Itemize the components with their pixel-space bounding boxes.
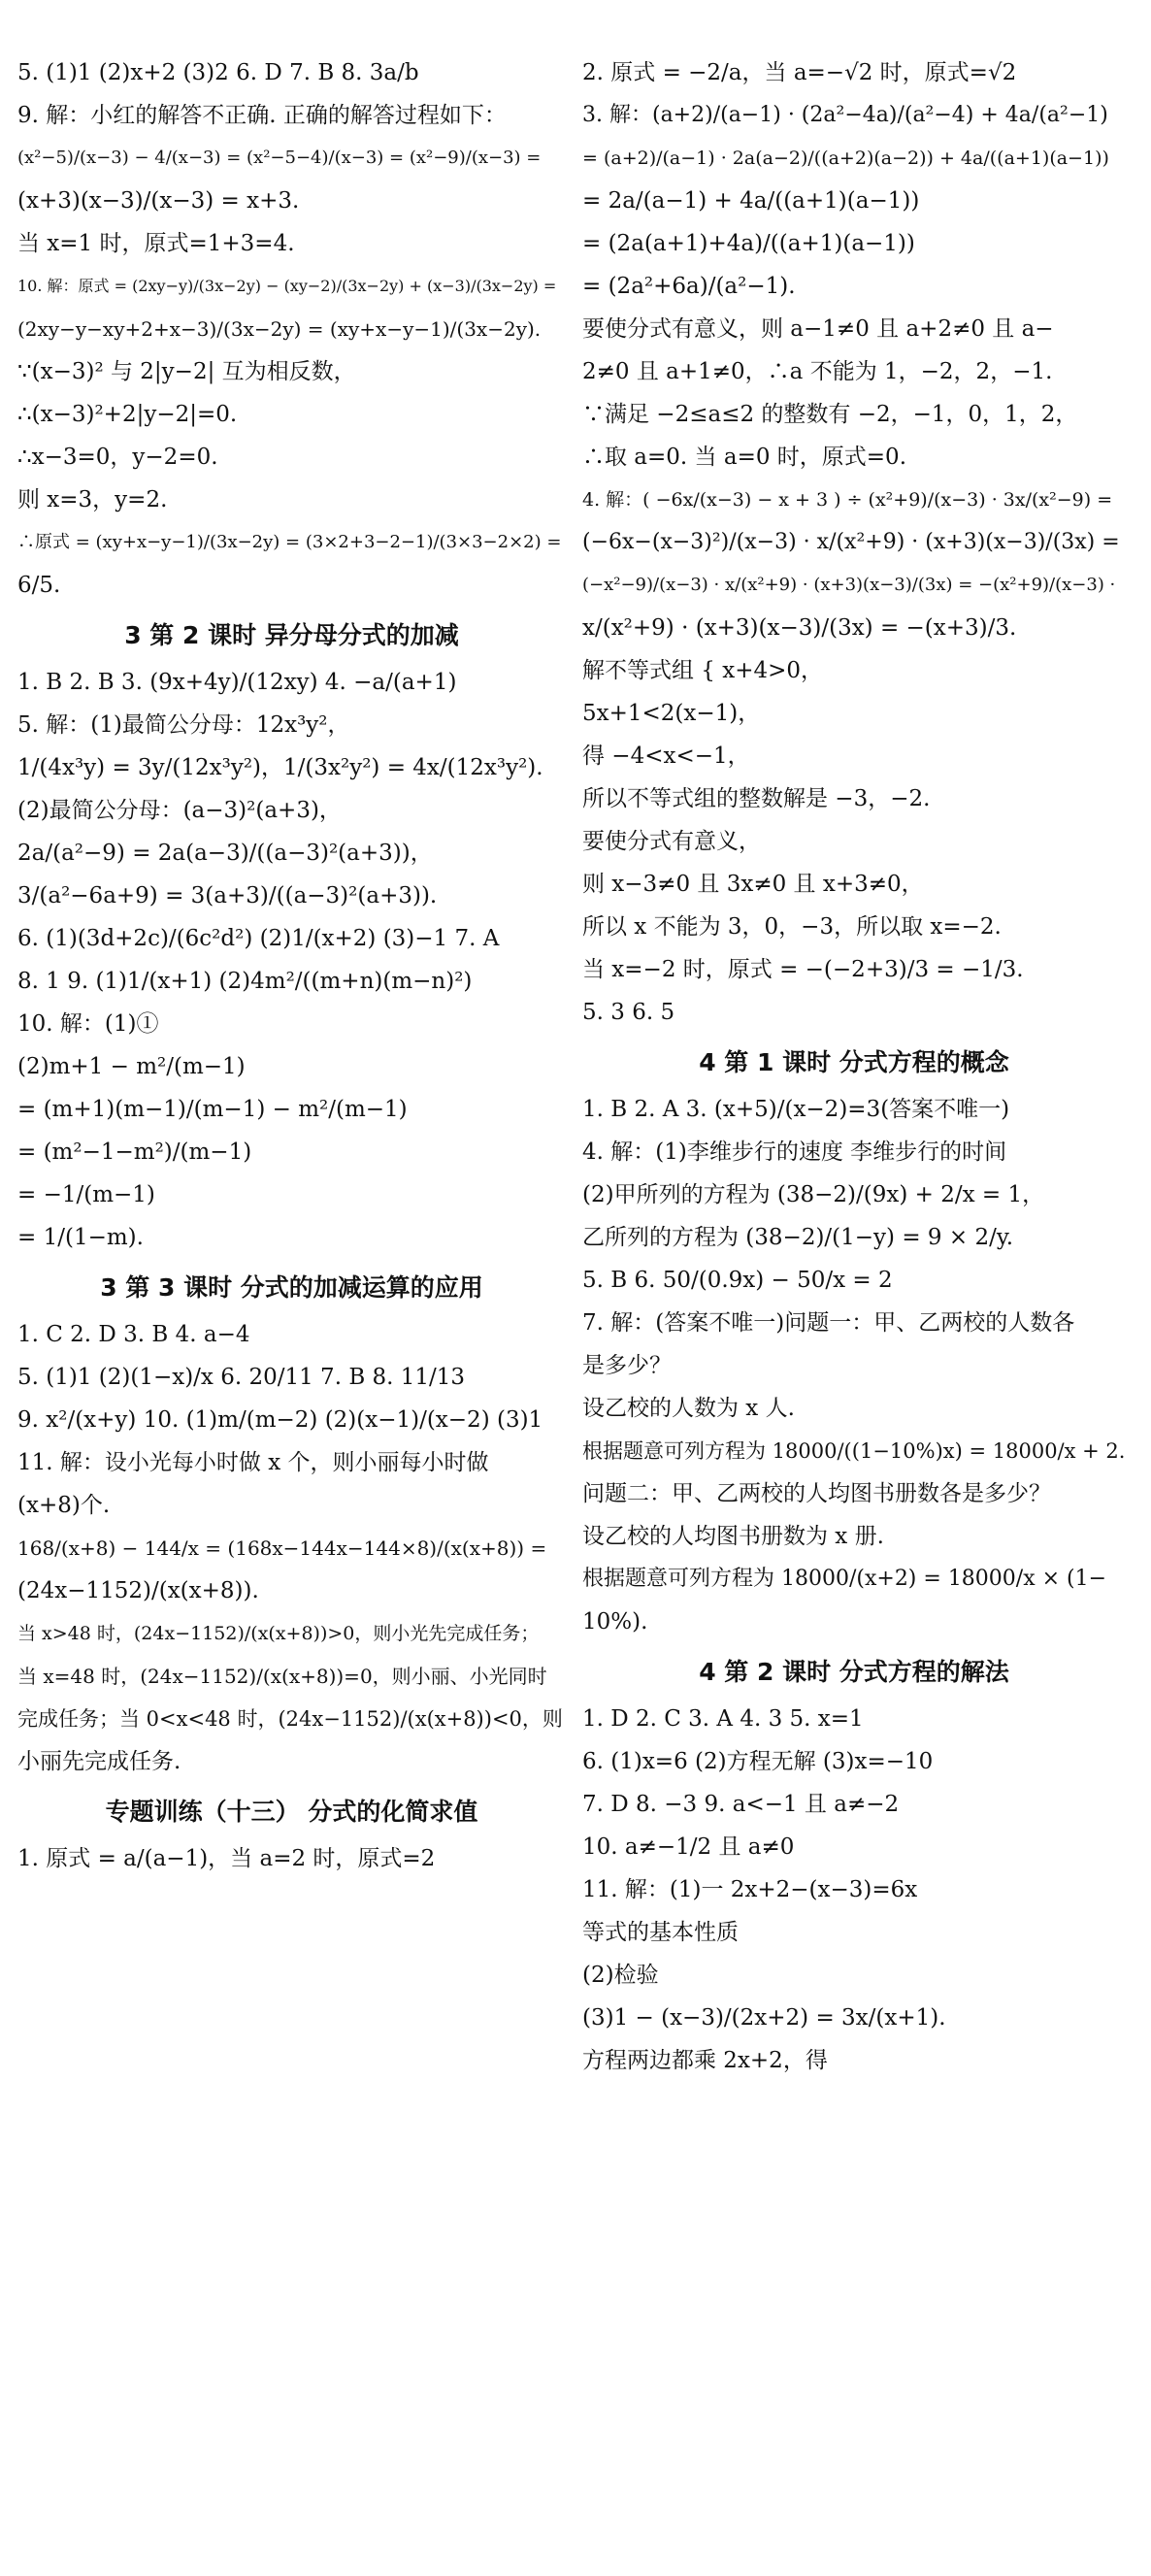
text-line: 6. (1)(3d+2c)/(6c²d²) (2)1/(x+2) (3)−1 7. A (17, 926, 500, 951)
text-line: ∵(x−3)² 与 2|y−2| 互为相反数， (17, 359, 356, 384)
text-line: 则 x=3，y=2. (17, 487, 168, 512)
text-line: 小丽先完成任务. (17, 1749, 181, 1774)
text-line: 问题二：甲、乙两校的人均图书册数各是多少？ (582, 1481, 1051, 1506)
text-line: 3. 解：(a+2)/(a−1) · (2a²−4a)/(a²−4) + 4a/(a²−1) (582, 103, 1108, 127)
text-line: 10. a≠−1/2 且 a≠0 (582, 1834, 795, 1860)
text-line: 乙所列的方程为 (38−2)/(1−y) = 9 × 2/y. (582, 1225, 1014, 1250)
text-line: 6. (1)x=6 (2)方程无解 (3)x=−10 (582, 1749, 934, 1774)
text-line: (−x²−9)/(x−3) · x/(x²+9) · (x+3)(x−3)/(3x) = −(x²+9)/(x−3) · (582, 575, 1116, 595)
text-line: (−6x−(x−3)²)/(x−3) · x/(x²+9) · (x+3)(x−3)/(3x) = (582, 530, 1120, 554)
left-column (17, 58, 566, 1887)
text-line: 1. 原式 = a/(a−1)，当 a=2 时，原式=2 (17, 1846, 436, 1871)
text-line: 1. B 2. A 3. (x+5)/(x−2)=3(答案不唯一) (582, 1097, 1010, 1122)
text-line: ∴(x−3)²+2|y−2|=0. (17, 402, 238, 427)
text-line: 设乙校的人均图书册数为 x 册. (582, 1524, 884, 1549)
text-line: (3)1 − (x−3)/(2x+2) = 3x/(x+1). (582, 2005, 946, 2031)
text-line: 要使分式有意义，则 a−1≠0 且 a+2≠0 且 a− (582, 316, 1054, 342)
text-line: 1. B 2. B 3. (9x+4y)/(12xy) 4. −a/(a+1) (17, 670, 457, 695)
text-line: 根据题意可列方程为 18000/(x+2) = 18000/x × (1− (582, 1567, 1107, 1591)
text-line: (24x−1152)/(x(x+8)). (17, 1578, 259, 1603)
text-line: 则 x−3≠0 且 3x≠0 且 x+3≠0， (582, 872, 924, 897)
text-line: 5x+1<2(x−1)， (582, 701, 761, 726)
text-line: (2)m+1 − m²/(m−1) (17, 1054, 246, 1079)
text-line: = 1/(1−m). (17, 1225, 144, 1250)
section-heading: 4 第 1 课时 分式方程的概念 (699, 1048, 1009, 1076)
section-heading: 专题训练（十三） 分式的化简求值 (105, 1798, 478, 1826)
text-line: 2. 原式 = −2/a，当 a=−√2 时，原式=√2 (582, 60, 1017, 85)
text-line: 当 x=−2 时，原式 = −(−2+3)/3 = −1/3. (582, 957, 1024, 982)
text-line: 等式的基本性质 (582, 1920, 739, 1945)
text-line: (2)甲所列的方程为 (38−2)/(9x) + 2/x = 1， (582, 1182, 1045, 1207)
text-line: 方程两边都乘 2x+2，得 (582, 2048, 828, 2073)
text-line: 11. 解：(1)一 2x+2−(x−3)=6x (582, 1877, 918, 1902)
text-line: 所以不等式组的整数解是 −3，−2. (582, 786, 931, 811)
text-line: 得 −4<x<−1， (582, 743, 750, 769)
text-line: 5. 3 6. 5 (582, 1000, 675, 1025)
text-line: 10. 解：(1)① (17, 1011, 159, 1037)
text-line: 1/(4x³y) = 3y/(12x³y²)，1/(3x²y²) = 4x/(12x³y²). (17, 755, 543, 780)
text-line: 4. 解：( −6x/(x−3) − x + 3 ) ÷ (x²+9)/(x−3) · 3x/(x²−9) = (582, 489, 1113, 511)
text-line: = −1/(m−1) (17, 1182, 155, 1207)
text-line: 3/(a²−6a+9) = 3(a+3)/((a−3)²(a+3)). (17, 883, 438, 908)
text-line: = (a+2)/(a−1) · 2a(a−2)/((a+2)(a−2)) + 4a/((a+1)(a−1)) (582, 148, 1109, 169)
text-line: 1. C 2. D 3. B 4. a−4 (17, 1322, 250, 1347)
text-line: 7. D 8. −3 9. a<−1 且 a≠−2 (582, 1792, 900, 1817)
text-line: 根据题意可列方程为 18000/((1−10%)x) = 18000/x + 2. (582, 1439, 1126, 1463)
text-line: ∴x−3=0，y−2=0. (17, 445, 218, 470)
text-line: 2≠0 且 a+1≠0，∴a 不能为 1，−2，2，−1. (582, 359, 1053, 384)
text-line: 6/5. (17, 573, 61, 598)
text-line: 7. 解：(答案不唯一)问题一：甲、乙两校的人数各 (582, 1310, 1075, 1336)
text-line: 4. 解：(1)李维步行的速度 李维步行的时间 (582, 1139, 1007, 1165)
right-column (582, 58, 1126, 2089)
text-line: 当 x=1 时，原式=1+3=4. (17, 231, 295, 256)
section-heading: 4 第 2 课时 分式方程的解法 (699, 1658, 1009, 1686)
text-line: 是多少？ (582, 1353, 672, 1378)
text-line: (2xy−y−xy+2+x−3)/(3x−2y) = (xy+x−y−1)/(3x−2y). (17, 317, 542, 341)
text-line: 当 x>48 时，(24x−1152)/(x(x+8))>0，则小光先完成任务； (17, 1623, 540, 1644)
text-line: 5. (1)1 (2)(1−x)/x 6. 20/11 7. B 8. 11/13 (17, 1365, 466, 1390)
text-line: (2)最简公分母：(a−3)²(a+3)， (17, 798, 342, 823)
text-line: 设乙校的人数为 x 人. (582, 1396, 795, 1421)
text-line: 9. 解：小红的解答不正确. 正确的解答过程如下： (17, 103, 507, 128)
text-line: ∴取 a=0. 当 a=0 时，原式=0. (582, 445, 907, 470)
section-heading: 3 第 2 课时 异分母分式的加减 (124, 621, 459, 649)
text-line: 解不等式组 { x+4>0， (582, 658, 824, 683)
text-line: = (m²−1−m²)/(m−1) (17, 1139, 252, 1165)
text-line: ∵满足 −2≤a≤2 的整数有 −2，−1，0，1，2， (582, 402, 1078, 427)
text-line: 要使分式有意义， (582, 829, 761, 854)
text-line: = (m+1)(m−1)/(m−1) − m²/(m−1) (17, 1097, 408, 1122)
text-line: 168/(x+8) − 144/x = (168x−144x−144×8)/(x(x+8)) = (17, 1536, 547, 1560)
section-heading: 3 第 3 课时 分式的加减运算的应用 (100, 1273, 483, 1302)
text-line: x/(x²+9) · (x+3)(x−3)/(3x) = −(x+3)/3. (582, 615, 1017, 641)
text-line: 1. D 2. C 3. A 4. 3 5. x=1 (582, 1706, 864, 1732)
text-line: 2a/(a²−9) = 2a(a−3)/((a−3)²(a+3))， (17, 841, 433, 866)
text-line: ∴原式 = (xy+x−y−1)/(3x−2y) = (3×2+3−2−1)/(3×3−2×2) = (17, 532, 562, 552)
text-line: 5. B 6. 50/(0.9x) − 50/x = 2 (582, 1268, 893, 1293)
text-line: (x+3)(x−3)/(x−3) = x+3. (17, 188, 300, 214)
text-line: (2)检验 (582, 1963, 659, 1988)
text-line: 完成任务；当 0<x<48 时，(24x−1152)/(x(x+8))<0，则 (17, 1707, 563, 1731)
text-line: 5. 解：(1)最简公分母：12x³y²， (17, 712, 350, 738)
text-line: = 2a/(a−1) + 4a/((a+1)(a−1)) (582, 188, 920, 214)
text-line: 11. 解：设小光每小时做 x 个，则小丽每小时做 (17, 1450, 489, 1475)
text-line: 5. (1)1 (2)x+2 (3)2 6. D 7. B 8. 3a/b (17, 60, 419, 85)
text-line: 所以 x 不能为 3，0，−3，所以取 x=−2. (582, 914, 1002, 940)
text-line: 9. x²/(x+y) 10. (1)m/(m−2) (2)(x−1)/(x−2) (3)1 (17, 1407, 543, 1433)
text-line: 当 x=48 时，(24x−1152)/(x(x+8))=0，则小丽、小光同时 (17, 1665, 547, 1688)
text-line: 8. 1 9. (1)1/(x+1) (2)4m²/((m+n)(m−n)²) (17, 969, 473, 994)
text-line: = (2a²+6a)/(a²−1). (582, 274, 796, 299)
text-line: 10. 解：原式 = (2xy−y)/(3x−2y) − (xy−2)/(3x−2y) + (x−3)/(3x−2y) = (17, 277, 557, 295)
text-line: (x²−5)/(x−3) − 4/(x−3) = (x²−5−4)/(x−3) = (x²−9)/(x−3) = (17, 148, 542, 168)
text-line: = (2a(a+1)+4a)/((a+1)(a−1)) (582, 231, 915, 256)
text-line: (x+8)个. (17, 1493, 111, 1518)
text-line: 10%). (582, 1609, 648, 1635)
